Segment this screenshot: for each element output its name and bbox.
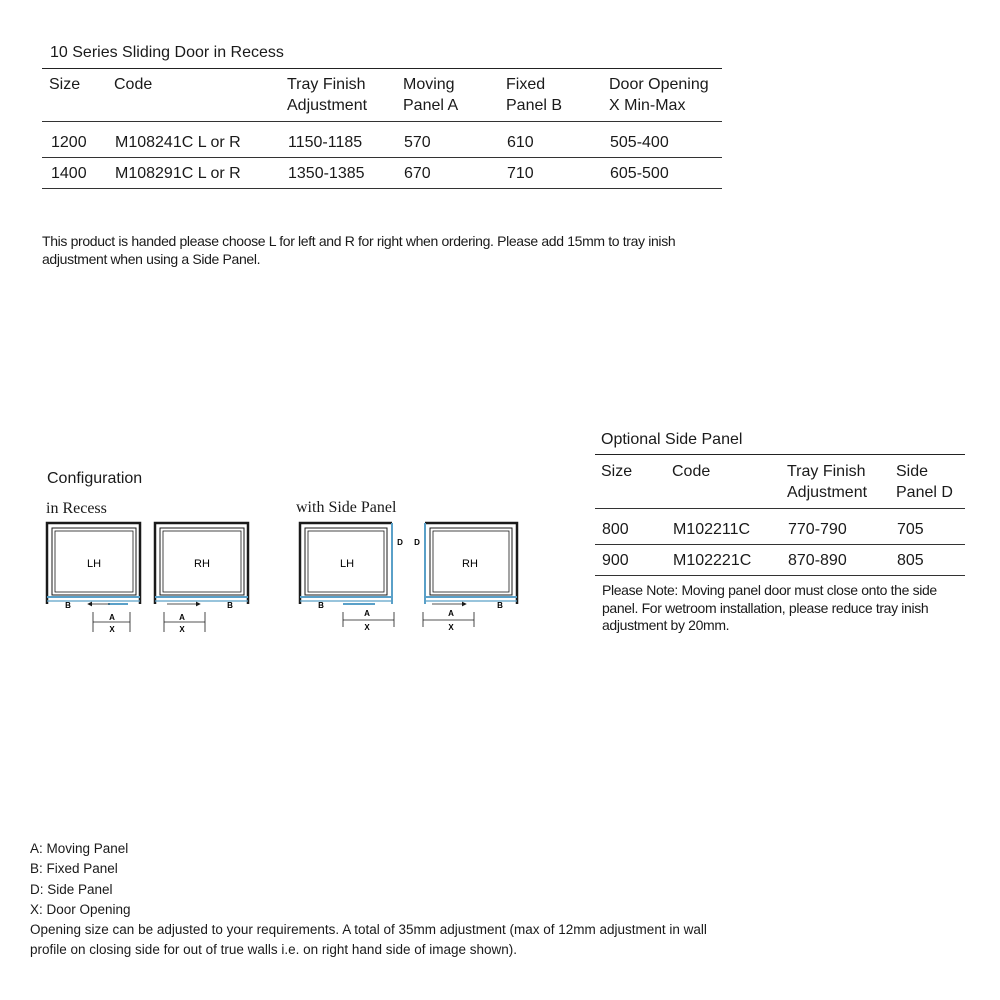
side-panel-title: Optional Side Panel: [601, 431, 743, 448]
handed-note: This product is handed please choose L for left and R for right when ordering. Please add 15mm to tray inish adjustment when using a Side Panel.: [42, 233, 676, 267]
diagram-side-panel-lh: [300, 523, 394, 627]
row2-moving: 670: [404, 165, 431, 182]
in-recess-label: in Recess: [46, 500, 107, 517]
configuration-heading: Configuration: [47, 470, 143, 487]
side-row2-size: 900: [602, 552, 629, 569]
main-header-tray-finish: Tray Finish Adjustment: [287, 76, 368, 114]
main-header-code: Code: [114, 76, 153, 93]
main-header-door-opening: Door Opening X Min-Max: [609, 76, 709, 114]
diagram-b-label: B: [65, 601, 71, 610]
side-row2-tray: 870-890: [788, 552, 847, 569]
diagram-lh-label: LH: [339, 558, 355, 570]
side-panel-note: Please Note: Moving panel door must close onto the side panel. For wetroom installation, please reduce tray inish adjustment by 20mm.: [602, 582, 937, 633]
main-header-fixed-panel: Fixed Panel B: [506, 76, 563, 114]
legend: [30, 839, 790, 961]
diagram-recess-lh: [47, 523, 140, 632]
diagram-x-label: X: [364, 623, 370, 632]
row2-size: 1400: [51, 165, 87, 182]
row1-code: M108241C L or R: [115, 134, 241, 151]
side-row2-code: M102221C: [673, 552, 752, 569]
diagram-a-label: A: [179, 613, 185, 622]
legend-opening-note-1: Opening size can be adjusted to your requirements. A total of 35mm adjustment (max of 12mm adjustment in wall: [30, 922, 707, 938]
legend-opening-note-2: profile on closing side for out of true walls i.e. on right hand side of image shown).: [30, 942, 518, 958]
diagram-side-panel-rh: [423, 523, 517, 627]
main-table-title: 10 Series Sliding Door in Recess: [50, 44, 284, 61]
diagram-d-label: D: [414, 538, 420, 547]
row1-tray: 1150-1185: [288, 134, 363, 151]
side-row1-size: 800: [602, 521, 629, 538]
main-header-size: Size: [49, 76, 81, 93]
diagram-d-label: D: [397, 538, 403, 547]
with-side-panel-label: with Side Panel: [296, 499, 397, 516]
row1-opening: 505-400: [610, 134, 669, 151]
side-row1-code: M102211C: [673, 521, 751, 538]
diagram-b-label: B: [227, 601, 233, 610]
diagram-a-label: A: [109, 613, 115, 622]
diagram-lh-label: LH: [86, 558, 102, 570]
diagram-recess-rh: [155, 523, 248, 632]
side-header-panel-d: Side Panel D: [896, 463, 953, 501]
legend-a: A: Moving Panel: [30, 841, 129, 856]
diagram-rh-label: RH: [194, 558, 210, 570]
diagram-a-label: A: [364, 609, 370, 618]
diagram-rh-label: RH: [462, 558, 478, 570]
diagram-x-label: X: [448, 623, 454, 632]
legend-x: X: Door Opening: [30, 901, 131, 917]
side-row1-panel-d: 705: [897, 521, 924, 538]
row1-size: 1200: [51, 134, 87, 151]
side-header-size: Size: [601, 463, 633, 480]
side-row2-panel-d: 805: [897, 552, 924, 569]
side-row1-tray: 770-790: [788, 521, 847, 538]
diagram-x-label: X: [179, 625, 185, 634]
row2-opening: 605-500: [610, 165, 669, 182]
legend-b: B: Fixed Panel: [30, 861, 118, 877]
row2-tray: 1350-1385: [288, 165, 365, 182]
row2-fixed: 710: [507, 165, 534, 182]
side-header-tray-finish: Tray Finish Adjustment: [787, 463, 868, 501]
legend-d: D: Side Panel: [30, 881, 113, 897]
side-header-code: Code: [672, 463, 711, 480]
diagram-b-label: B: [318, 601, 324, 610]
diagram-x-label: X: [109, 625, 115, 634]
row1-moving: 570: [404, 134, 431, 151]
diagram-a-label: A: [448, 609, 454, 618]
row1-fixed: 610: [507, 134, 534, 151]
main-header-moving-panel: Moving Panel A: [403, 76, 459, 114]
row2-code: M108291C L or R: [115, 165, 241, 182]
diagram-b-label: B: [497, 601, 503, 610]
